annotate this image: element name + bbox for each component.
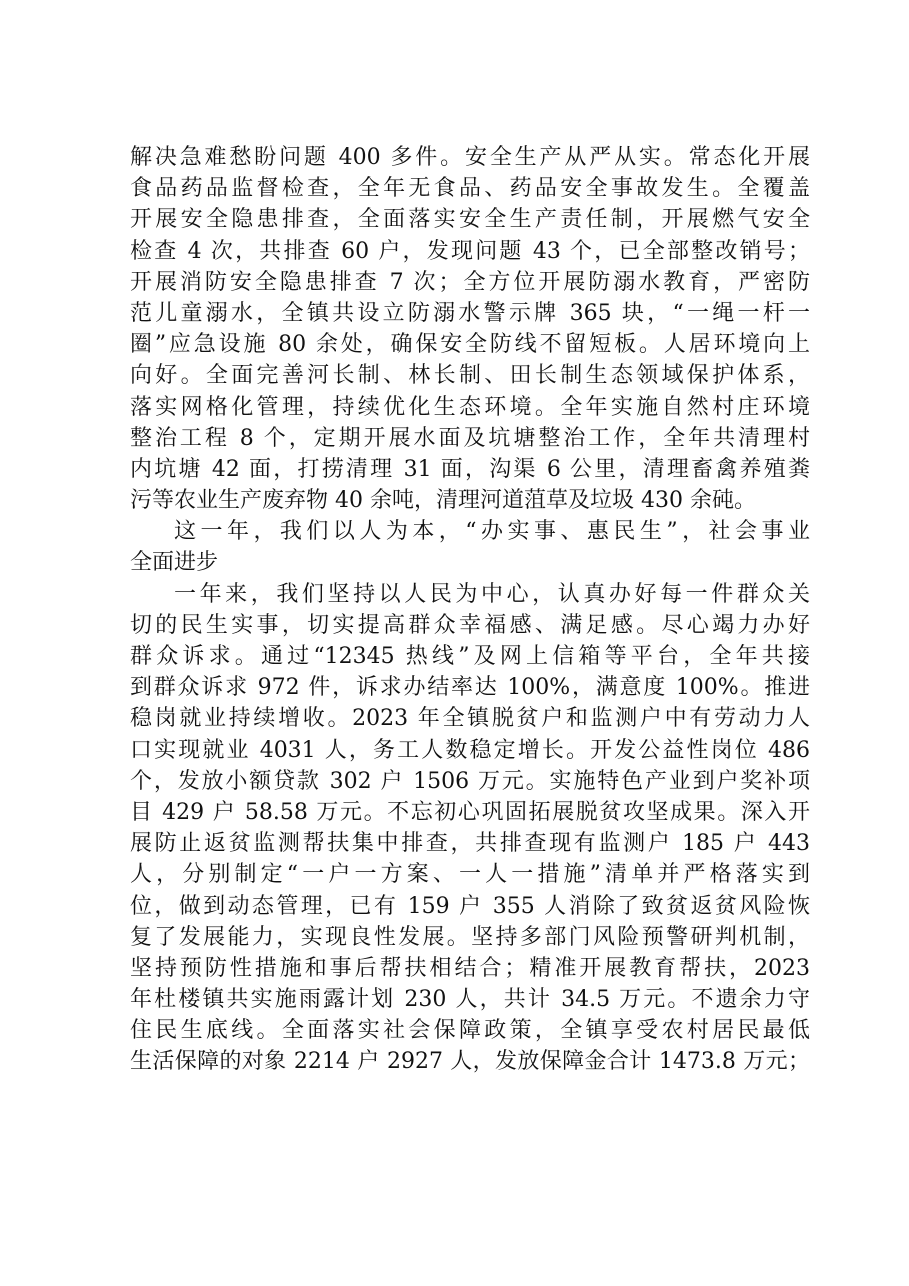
text-line: 复了发展能力，实现良性发展。坚持多部门风险预警研判机制， <box>130 924 810 950</box>
text-line: 向好。全面完善河长制、林长制、田长制生态领域保护体系， <box>130 363 810 389</box>
text-line: 解决急难愁盼问题 400 多件。安全生产从严从实。常态化开展 <box>130 145 810 170</box>
text-line: 范儿童溺水，全镇共设立防溺水警示牌 365 块，“一绳一杆一 <box>130 300 810 326</box>
text-line: 开展安全隐患排查，全面落实安全生产责任制，开展燃气安全 <box>130 207 810 233</box>
text-line: 人，分别制定“一户一方案、一人一措施”清单并严格落实到 <box>130 862 810 888</box>
text-line: 展防止返贫监测帮扶集中排查，共排查现有监测户 185 户 443 <box>130 831 810 857</box>
text-line: 全面进步 <box>130 550 219 576</box>
text-line: 落实网格化管理，持续优化生态环境。全年实施自然村庄环境 <box>130 394 810 420</box>
text-line: 位，做到动态管理，已有 159 户 355 人消除了致贫返贫风险恢 <box>130 893 810 919</box>
text-line: 群众诉求。通过“12345 热线”及网上信箱等平台，全年共接 <box>130 644 810 669</box>
text-line: 内坑塘 42 面，打捞清理 31 面，沟渠 6 公里，清理畜禽养殖粪 <box>130 456 810 482</box>
text-line: 这一年，我们以人为本，“办实事、惠民生”，社会事业 <box>174 519 810 545</box>
text-line: 个，发放小额贷款 302 户 1506 万元。实施特色产业到户奖补项 <box>130 768 810 794</box>
text-line: 生活保障的对象 2214 户 2927 人，发放保障金合计 1473.8 万元； <box>130 1049 810 1075</box>
text-line: 污等农业生产废弃物 40 余吨，清理河道菹草及垃圾 430 余砘。 <box>130 488 756 514</box>
text-line: 食品药品监督检查，全年无食品、药品安全事故发生。全覆盖 <box>130 176 810 202</box>
text-line: 切的民生实事，切实提高群众幸福感、满足感。尽心竭力办好 <box>130 612 810 638</box>
text-line: 年杜楼镇共实施雨露计划 230 人，共计 34.5 万元。不遗余力守 <box>130 987 810 1013</box>
text-line: 开展消防安全隐患排查 7 次；全方位开展防溺水教育，严密防 <box>130 269 810 295</box>
text-line: 稳岗就业持续增收。2023 年全镇脱贫户和监测户中有劳动力人 <box>130 706 810 732</box>
text-line: 一年来，我们坚持以人民为中心，认真办好每一件群众关 <box>174 581 810 607</box>
text-line: 到群众诉求 972 件，诉求办结率达 100%，满意度 100%。推进 <box>130 675 810 701</box>
text-line: 口实现就业 4031 人，务工人数稳定增长。开发公益性岗位 486 <box>130 737 810 763</box>
text-line: 整治工程 8 个，定期开展水面及坑塘整治工作，全年共清理村 <box>130 425 810 451</box>
text-line: 目 429 户 58.58 万元。不忘初心巩固拓展脱贫攻坚成果。深入开 <box>130 799 810 825</box>
text-line: 住民生底线。全面落实社会保障政策，全镇享受农村居民最低 <box>130 1018 810 1044</box>
body-text <box>130 142 810 1078</box>
text-line: 检查 4 次，共排查 60 户，发现问题 43 个，已全部整改销号； <box>130 238 810 264</box>
text-line: 圈”应急设施 80 余处，确保安全防线不留短板。人居环境向上 <box>130 332 810 358</box>
text-line: 坚持预防性措施和事后帮扶相结合；精准开展教育帮扶，2023 <box>130 955 810 981</box>
